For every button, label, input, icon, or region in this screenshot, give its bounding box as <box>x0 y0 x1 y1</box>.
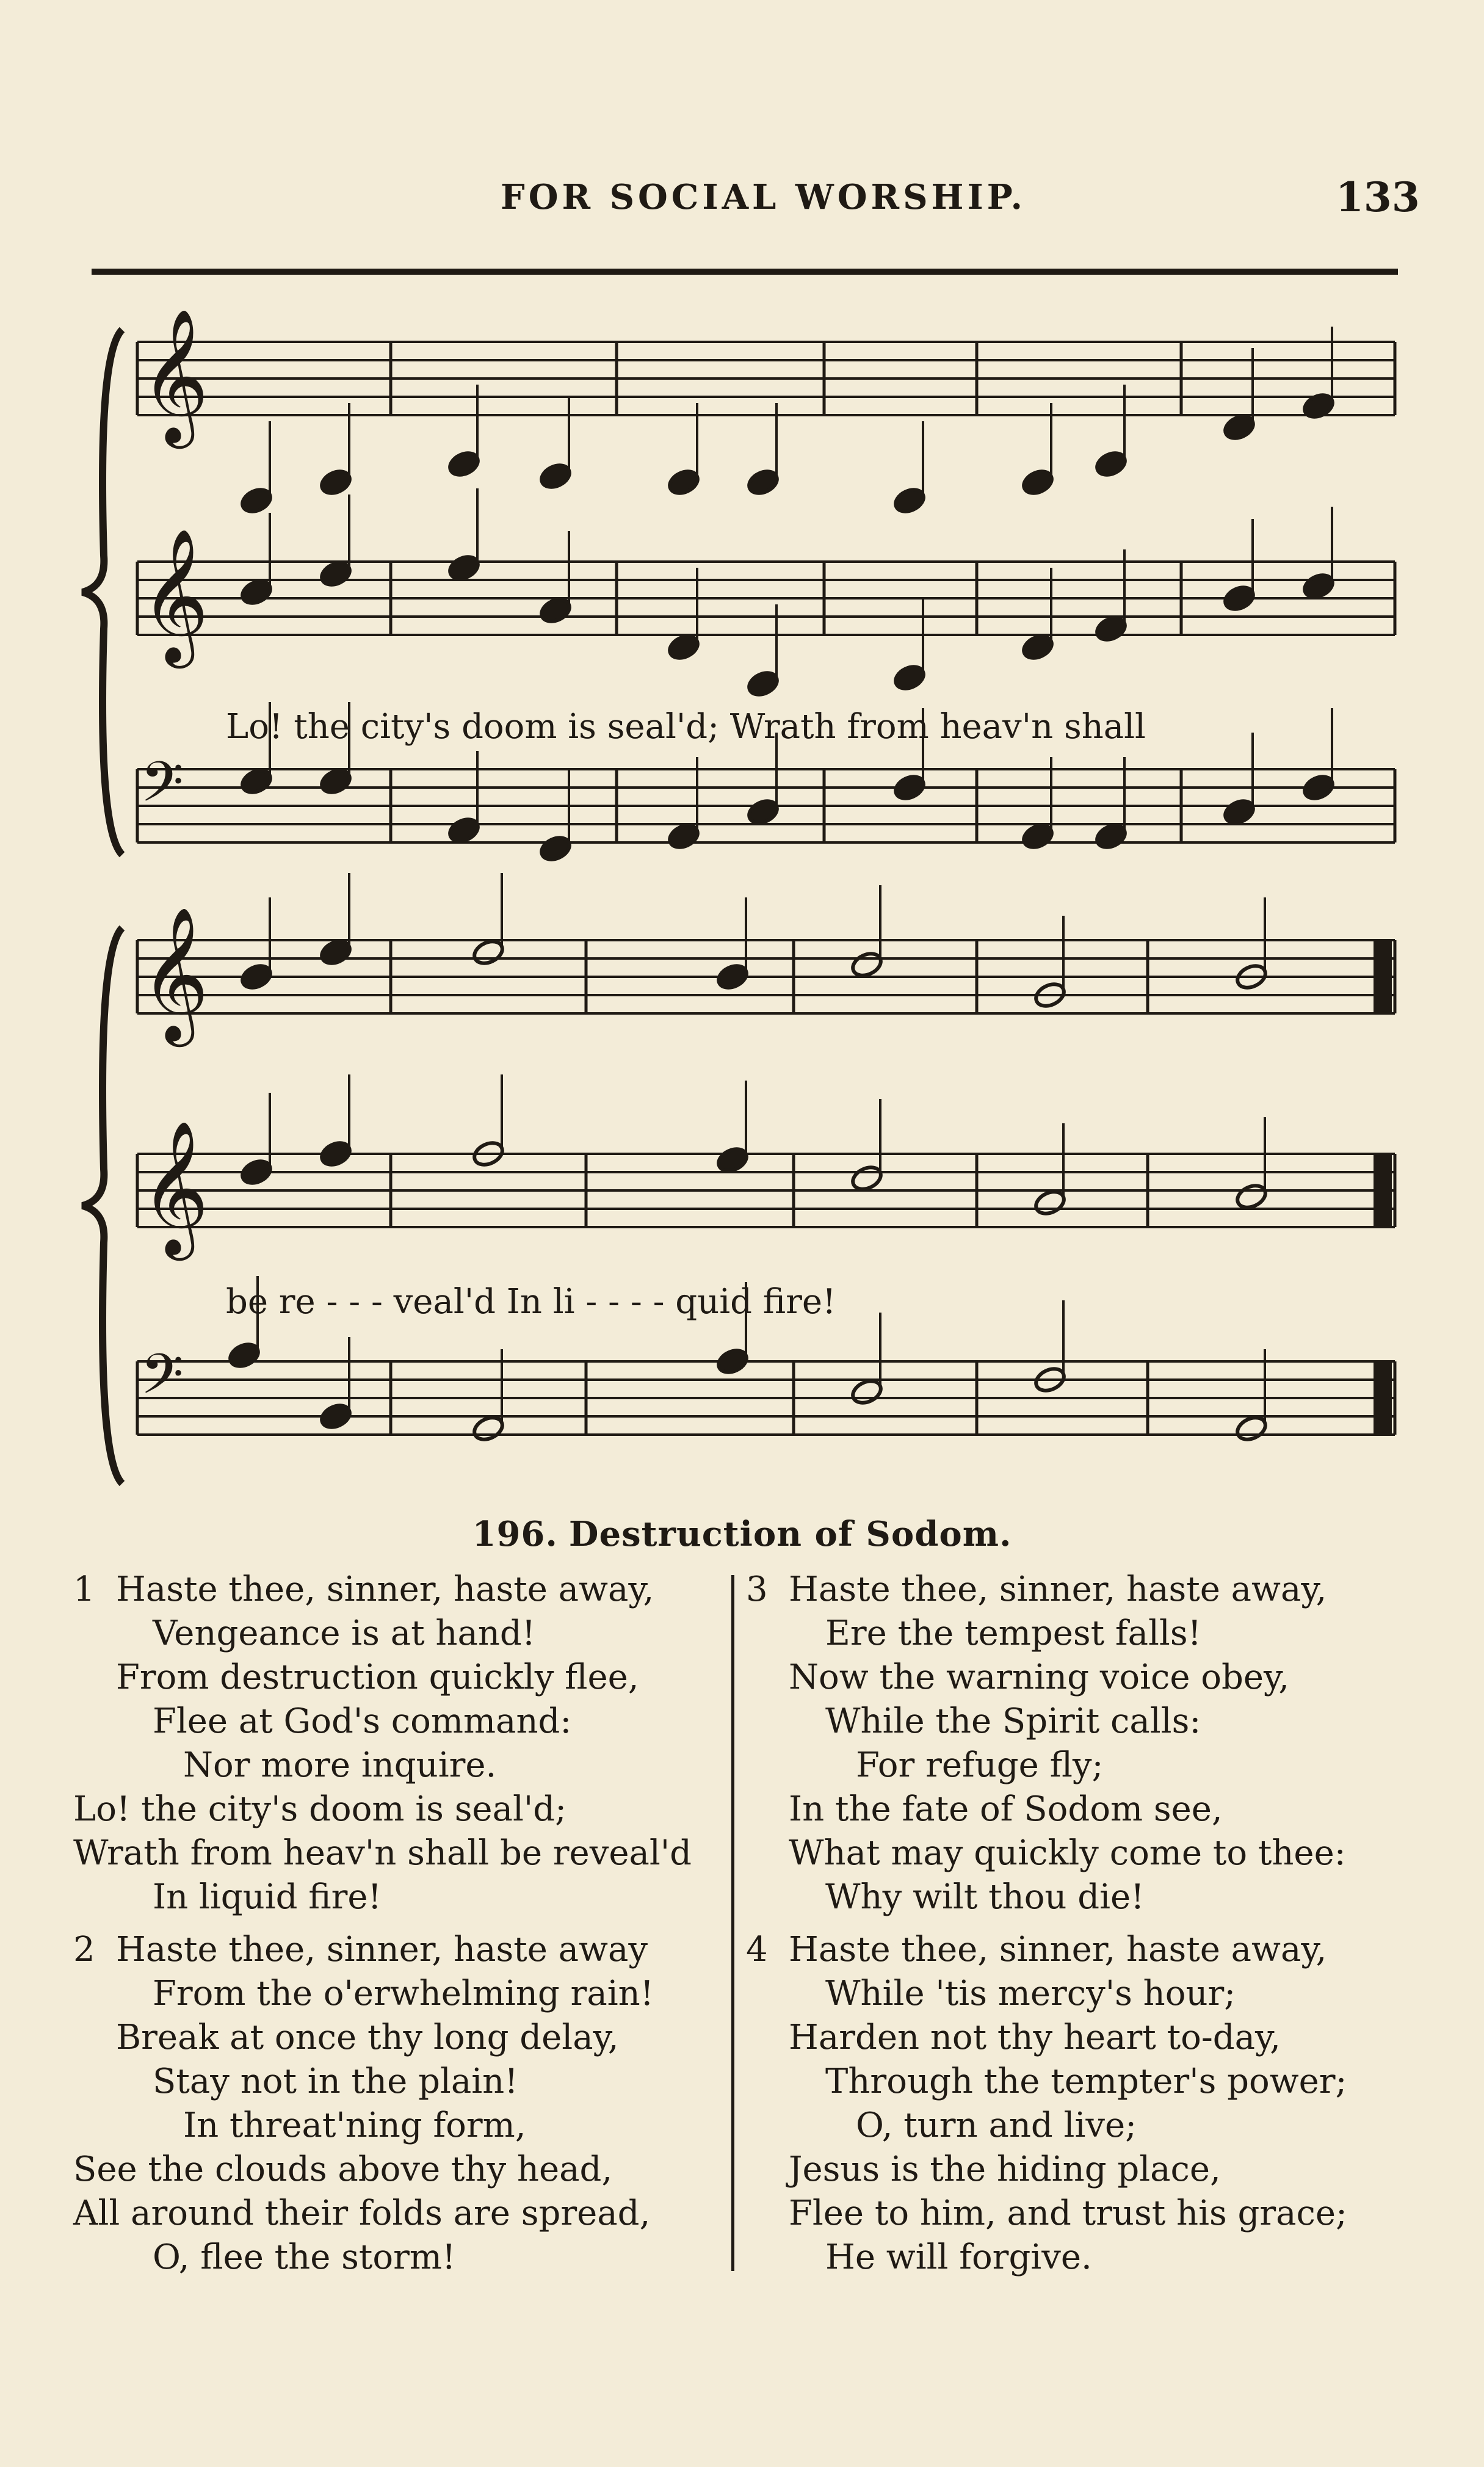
note-head <box>538 833 573 863</box>
stanza-line <box>746 2148 1417 2192</box>
stanza-line <box>73 1568 745 1612</box>
note-head <box>892 772 927 802</box>
stanza-line-text: Harden not thy heart to-day, <box>789 2018 1281 2057</box>
stanza-column-left <box>73 1568 745 2288</box>
stanza-line-text: For refuge fly; <box>856 1745 1104 1785</box>
stanza-line-text: Jesus is the hiding place, <box>789 2150 1221 2189</box>
header-rule <box>92 269 1398 275</box>
stanza-line-text: While the Spirit calls: <box>825 1701 1201 1741</box>
note-head <box>1234 1413 1269 1443</box>
lyrics-line-2: be re - - - veal'd In li - - - - quid fire! <box>226 1282 836 1322</box>
stanza-line <box>73 2192 745 2236</box>
note-head <box>1222 412 1256 442</box>
stanza-line <box>73 2016 745 2060</box>
treble-clef-icon: 𝄞 <box>140 308 209 443</box>
stanza-2 <box>73 1928 745 2280</box>
stanza-line <box>73 2148 745 2192</box>
stanza-line-text: Wrath from heav'n shall be reveal'd <box>73 1833 692 1873</box>
system-brace <box>82 330 122 855</box>
note-head <box>1222 797 1256 827</box>
stanza-line-text: Haste thee, sinner, haste away <box>116 1930 648 1969</box>
note-head <box>239 1157 273 1187</box>
treble-clef-icon: 𝄞 <box>140 1120 209 1255</box>
stanza-line <box>746 1568 1417 1612</box>
bass-clef-icon: 𝄢 <box>140 1342 184 1420</box>
final-barline <box>1374 1361 1392 1435</box>
hymn-title: Destruction of Sodom. <box>568 1514 1012 1554</box>
note-head <box>666 467 701 497</box>
final-barline <box>1374 1154 1392 1227</box>
note-head <box>318 937 353 967</box>
note-head <box>1032 1187 1067 1217</box>
stanza-line <box>73 1656 745 1700</box>
stanza-line <box>73 2060 745 2104</box>
page-number: 133 <box>1336 173 1420 221</box>
note-head <box>1020 467 1055 497</box>
stanza-line <box>746 2060 1417 2104</box>
note-head <box>239 485 273 515</box>
note-head <box>538 595 573 625</box>
stanza-line-text: O, flee the storm! <box>153 2237 456 2277</box>
stanza-line-text: Haste thee, sinner, haste away, <box>789 1930 1327 1969</box>
stanza-line-text: What may quickly come to thee: <box>789 1833 1346 1873</box>
stanza-line <box>73 1700 745 1744</box>
note-head <box>239 962 273 991</box>
note-head <box>471 1413 505 1443</box>
lyrics-line-1: Lo! the city's doom is seal'd; Wrath from heav'n shall <box>226 707 1146 747</box>
stanza-number: 4 <box>746 1930 768 1969</box>
stanza-number: 2 <box>73 1930 95 1969</box>
stanza-1 <box>73 1568 745 1919</box>
note-head <box>715 962 750 991</box>
stanza-line-text: In threat'ning form, <box>183 2106 526 2145</box>
treble-clef-icon: 𝄞 <box>140 527 209 662</box>
stanza-line <box>73 1972 745 2016</box>
note-head <box>666 632 701 662</box>
note-head <box>446 449 481 479</box>
stanza-line-text: From destruction quickly flee, <box>116 1657 639 1697</box>
stanza-4 <box>746 1928 1417 2280</box>
note-head <box>849 949 884 979</box>
note-head <box>745 797 780 827</box>
note-head <box>892 485 927 515</box>
stanza-line-text: Haste thee, sinner, haste away, <box>789 1570 1327 1609</box>
stanza-line-text: Now the warning voice obey, <box>789 1657 1290 1697</box>
bass-clef-icon: 𝄢 <box>140 750 184 828</box>
note-head <box>318 766 353 796</box>
stanza-line-text: Stay not in the plain! <box>153 2062 518 2101</box>
stanza-line-text: Vengeance is at hand! <box>153 1614 536 1653</box>
stanza-line <box>746 2192 1417 2236</box>
note-head <box>318 1139 353 1168</box>
note-head <box>1093 614 1128 643</box>
column-divider <box>731 1575 734 2271</box>
note-head <box>1301 772 1336 802</box>
stanza-line <box>746 1700 1417 1744</box>
note-head <box>318 467 353 497</box>
note-head <box>226 1340 261 1370</box>
stanza-line-text: While 'tis mercy's hour; <box>825 1974 1236 2013</box>
stanza-line <box>746 1875 1417 1919</box>
stanza-line <box>746 1928 1417 1972</box>
note-head <box>1020 821 1055 851</box>
stanza-line-text: Break at once thy long delay, <box>116 2018 619 2057</box>
note-head <box>446 815 481 845</box>
system-brace <box>82 928 122 1483</box>
stanza-number: 1 <box>73 1570 95 1609</box>
stanza-line-text: In the fate of Sodom see, <box>789 1789 1223 1829</box>
stanza-line-text: Why wilt thou die! <box>825 1877 1145 1917</box>
stanza-column-right <box>746 1568 1417 2288</box>
hymn-heading <box>0 1514 1484 1554</box>
hymn-number: 196. <box>472 1514 558 1554</box>
note-head <box>1222 583 1256 613</box>
note-head <box>1301 391 1336 421</box>
stanza-line <box>73 1788 745 1831</box>
note-head <box>849 1377 884 1407</box>
stanza-line <box>746 2104 1417 2148</box>
stanza-line <box>73 1744 745 1788</box>
stanza-line-text: All around their folds are spread, <box>73 2193 651 2233</box>
stanza-line-text: Flee to him, and trust his grace; <box>789 2193 1347 2233</box>
final-barline <box>1374 940 1392 1013</box>
stanza-line <box>746 1656 1417 1700</box>
note-head <box>239 577 273 607</box>
stanza-line <box>73 2104 745 2148</box>
stanza-line <box>746 1612 1417 1656</box>
stanza-line <box>73 1875 745 1919</box>
note-head <box>1093 821 1128 851</box>
stanza-line <box>73 2236 745 2280</box>
note-head <box>849 1163 884 1193</box>
note-head <box>666 821 701 851</box>
stanza-line <box>746 1972 1417 2016</box>
stanza-line <box>746 1788 1417 1831</box>
stanza-number: 3 <box>746 1570 768 1609</box>
stanza-line-text: He will forgive. <box>825 2237 1092 2277</box>
stanza-line-text: O, turn and live; <box>856 2106 1137 2145</box>
note-head <box>892 662 927 692</box>
note-head <box>745 668 780 698</box>
note-head <box>1301 571 1336 601</box>
stanza-line <box>73 1928 745 1972</box>
note-head <box>446 552 481 582</box>
stanza-line-text: Through the tempter's power; <box>825 2062 1347 2101</box>
running-head <box>0 173 1484 226</box>
note-head <box>745 467 780 497</box>
note-head <box>318 1401 353 1431</box>
running-title: FOR SOCIAL WORSHIP. <box>501 177 1026 217</box>
note-head <box>715 1346 750 1376</box>
stanza-line-text: See the clouds above thy head, <box>73 2150 613 2189</box>
stanza-line <box>746 2236 1417 2280</box>
stanza-line-text: From the o'erwhelming rain! <box>153 1974 654 2013</box>
note-head <box>318 559 353 589</box>
note-head <box>239 766 273 796</box>
stanza-line-text: Ere the tempest falls! <box>825 1614 1202 1653</box>
note-head <box>538 461 573 491</box>
stanza-line <box>746 1831 1417 1875</box>
stanza-line <box>73 1831 745 1875</box>
stanza-line-text: Flee at God's command: <box>153 1701 572 1741</box>
stanza-line-text: Haste thee, sinner, haste away, <box>116 1570 654 1609</box>
stanza-line-text: Lo! the city's doom is seal'd; <box>73 1789 566 1829</box>
note-head <box>471 937 505 967</box>
treble-clef-icon: 𝄞 <box>140 906 209 1041</box>
note-head <box>1234 1181 1269 1211</box>
stanza-line <box>746 2016 1417 2060</box>
stanza-line <box>73 1612 745 1656</box>
stanza-line <box>746 1744 1417 1788</box>
stanza-line-text: Nor more inquire. <box>183 1745 497 1785</box>
note-head <box>1020 632 1055 662</box>
note-head <box>1093 449 1128 479</box>
stanza-line-text: In liquid fire! <box>153 1877 382 1917</box>
stanza-3 <box>746 1568 1417 1919</box>
note-head <box>715 1145 750 1175</box>
